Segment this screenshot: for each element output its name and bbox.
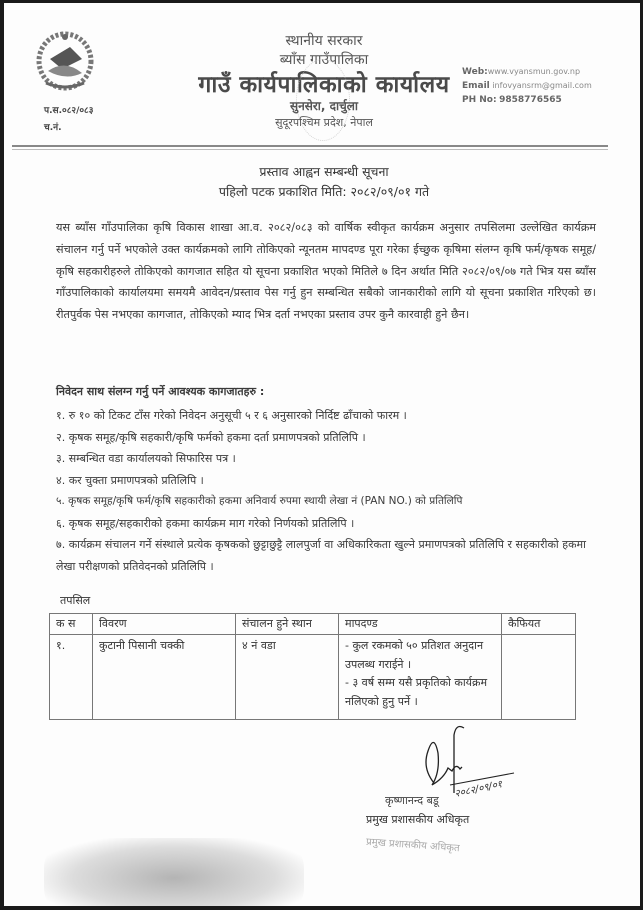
municipality-name: ब्याँस गाउँपालिका bbox=[279, 52, 369, 68]
column-header: क स bbox=[50, 614, 93, 635]
header-divider-thin bbox=[12, 149, 608, 150]
schedule-label: तपसिल bbox=[60, 594, 91, 607]
requirement-item: २. कृषक समूह/कृषि सहकारी/कृषि फर्मको हकमा दर्ता प्रमाणपत्रको प्रतिलिपि । bbox=[56, 430, 366, 444]
scan-shadow bbox=[44, 838, 304, 906]
column-header: संचालन हुने स्थान bbox=[236, 614, 339, 635]
dispatch-number-label: च.नं. bbox=[44, 123, 62, 133]
signatory-name: कृष्णानन्द बडू bbox=[385, 794, 439, 807]
signatory-role: प्रमुख प्रशासकीय अधिकृत bbox=[366, 813, 470, 826]
notice-body: यस ब्याँस गाँउपालिका कृषि विकास शाखा आ.व. २०८२/०८३ को वार्षिक स्वीकृत कार्यक्रम अनुसार तपसिलमा उल्लेखित कार्यक्रम संचालन गर्नु पर्ने भएकोले उक्त कार्यक्रमको लागि तोकिएको न्यूनतम मापदण्ड पूरा गरेका ईच्छुक कृषिमा संलग्न कृषि फर्म/कृषक समूह/कृषि सहकारीहरुले तोकिएको कागजात सहित यो सूचना प्रकाशित भएको मितिले ७ दिन अर्थात मिति २०८२/०९/०७ गते भित्र यस ब्याँस गाँउपालिकाको कार्यालयमा समयमै आवेदन/प्रस्ताव पेस गर्नु हुन सम्बन्धित सबैको जानकारीको लागि यो सूचना प्रकाशित गरिएको छ। रीतपुर्वक पेस नभएका कागजात, तोकिएको म्याद भित्र दर्ता नभएका प्रस्ताव उपर कुनै कारवाही हुने छैन। bbox=[56, 221, 596, 322]
notice-title: प्रस्ताव आह्वन सम्बन्धी सूचना bbox=[259, 164, 389, 179]
cell-location: ४ नं वडा bbox=[236, 635, 339, 720]
notice-document bbox=[4, 3, 640, 906]
cell-sn: १. bbox=[50, 635, 93, 720]
header-divider bbox=[12, 145, 608, 147]
contact-block bbox=[462, 65, 592, 107]
office-title: गाउँ कार्यपालिकाको कार्यालय bbox=[198, 72, 450, 98]
requirement-item: १. रु १० को टिकट टाँस गरेको निवेदन अनुसूची ५ र ६ अनुसारको निर्दिष्ट ढाँचाको फारम । bbox=[56, 409, 407, 422]
cell-remarks bbox=[502, 635, 576, 720]
office-location: सुनसेरा, दार्चुला bbox=[290, 99, 358, 113]
requirements-heading: निवेदन साथ संलग्न गर्नु पर्ने आवश्यक कागजातहरु : bbox=[56, 385, 265, 398]
cell-criteria bbox=[339, 635, 502, 720]
schedule-table bbox=[49, 613, 576, 720]
province: सुदूरपश्चिम प्रदेश, नेपाल bbox=[275, 116, 373, 129]
email: Email infovyansrm@gmail.com bbox=[462, 81, 592, 91]
publish-date: पहिलो पटक प्रकाशित मिति: २०८२/०९/०१ गते bbox=[218, 184, 430, 199]
cell-description: कुटानी पिसानी चक्की bbox=[93, 635, 236, 720]
requirement-item: ४. कर चुक्ता प्रमाणपत्रको प्रतिलिपि । bbox=[56, 473, 204, 487]
signature-date: २०८२/०९/०१ bbox=[453, 779, 504, 800]
requirement-item: ७. कार्यक्रम संचालन गर्ने संस्थाले प्रत्येक कृषकको छुट्टाछुट्टै लालपुर्जा वा अधिकारिकता खुल्ने प्रमाणपत्रको प्रतिलिपि र सहकारीको हकमा लेखा परीक्षणको प्रतिवेदनको प्रतिलिपि । bbox=[56, 538, 586, 573]
column-header: कैफियत bbox=[502, 614, 576, 635]
reference-number: प.स.०८२/०८३ bbox=[44, 106, 94, 116]
column-header: विवरण bbox=[93, 614, 236, 635]
table-row bbox=[50, 635, 576, 720]
table-header-row bbox=[50, 614, 576, 635]
column-header: मापदण्ड bbox=[339, 614, 502, 635]
requirement-item: ५. कृषक समूह/कृषि फर्म/कृषि सहकारीको हकमा अनिवार्य रुपमा स्थायी लेखा नं (PAN NO.) को प्रतिलिपि bbox=[56, 495, 463, 507]
requirements-list bbox=[56, 405, 601, 577]
requirement-item: ३. सम्बन्धित वडा कार्यालयको सिफारिस पत्र । bbox=[56, 452, 236, 465]
phone: PH No: 9858776565 bbox=[462, 95, 562, 105]
official-stamp: प्रमुख प्रशासकीय अधिकृत bbox=[365, 836, 461, 855]
requirement-item: ६. कृषक समूह/सहकारीको हकमा कार्यक्रम माग गरेको निर्णयको प्रतिलिपि । bbox=[56, 516, 355, 530]
criteria-line: - ३ वर्ष सम्म यसै प्रकृतिको कार्यक्रम नलिएको हुनु पर्ने । bbox=[345, 676, 488, 708]
criteria-line: - कुल रकमको ५० प्रतिशत अनुदान उपलब्ध गराईने । bbox=[345, 639, 484, 671]
nepal-emblem-icon bbox=[36, 29, 94, 91]
website: Web:www.vyansmun.gov.np bbox=[462, 67, 581, 77]
header-line-1: स्थानीय सरकार bbox=[285, 33, 363, 49]
